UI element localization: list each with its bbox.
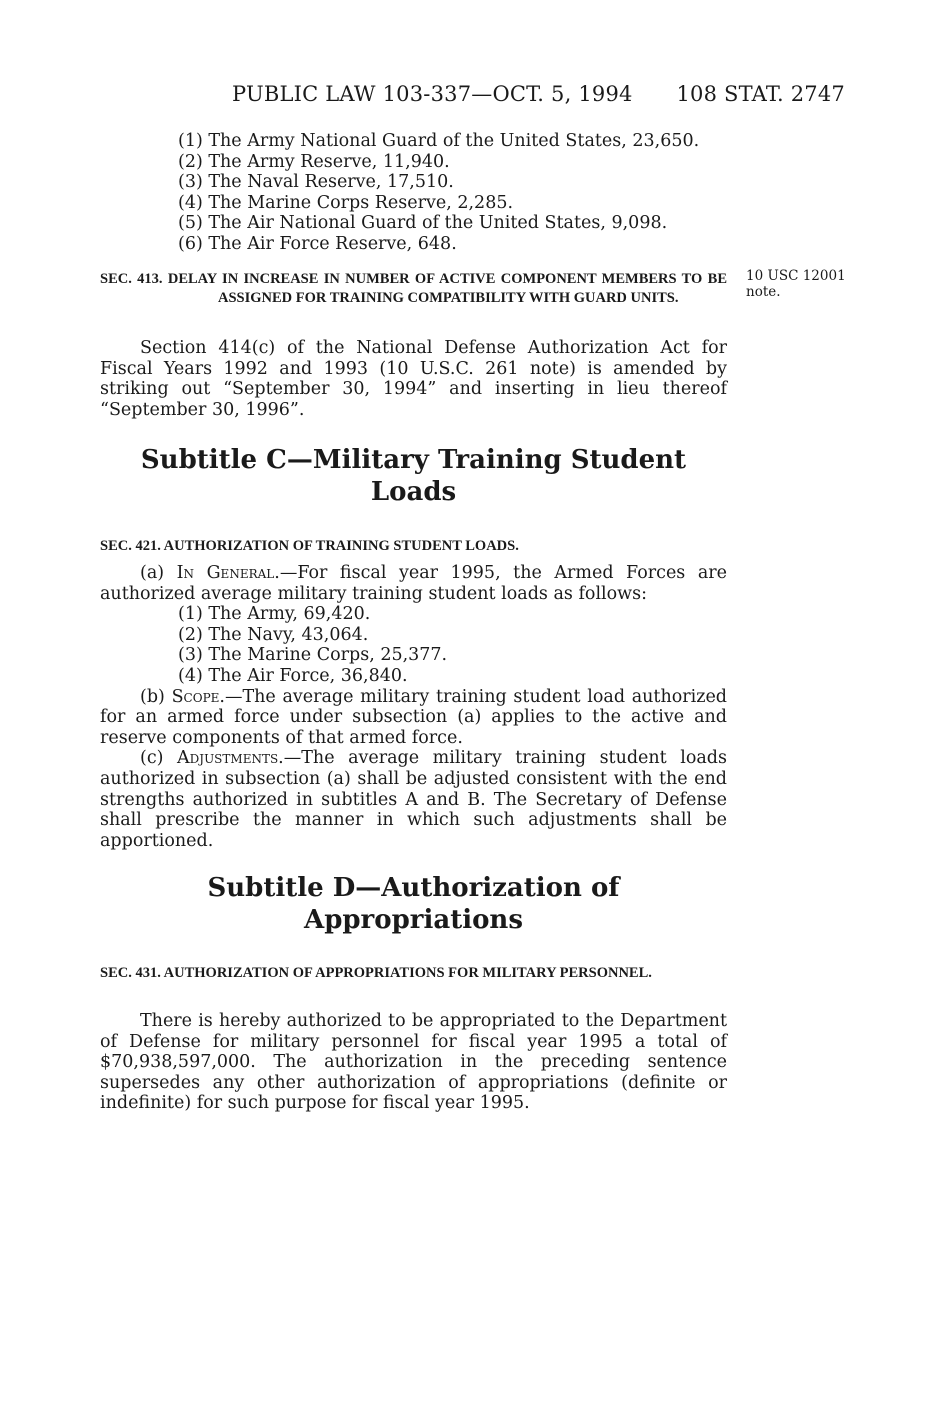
margin-note: 10 USC 12001 note. [746, 268, 846, 300]
sec-431-body: There is hereby authorized to be appropriated to the Department of Defense for military personnel for fiscal year 1995 a total of $70,938,597,000. The authorization in the preceding sentence supersedes any other authorization of appropriations (definite or indefinite) for such purpose for fiscal year 1995. [100, 1011, 727, 1114]
list-item: (4) The Marine Corps Reserve, 2,285. [178, 192, 514, 213]
sec-413-heading: SEC. 413. DELAY IN INCREASE IN NUMBER OF ACTIVE COMPONENT MEMBERS TO BE ASSIGNED FOR TRAINING COMPATIBILITY WITH GUARD UNITS. [100, 271, 727, 306]
subsection-c: (c) Adjustments.—The average military training student loads authorized in subsection (a) shall be adjusted consistent with the end strengths authorized in subtitles A and B. The Secretary of Defense shall prescribe the manner in which such adjustments shall be apportioned. [100, 748, 727, 851]
list-item: (5) The Air National Guard of the United States, 9,098. [178, 213, 668, 234]
sec-431-heading: SEC. 431. AUTHORIZATION OF APPROPRIATIONS FOR MILITARY PERSONNEL. [100, 965, 652, 981]
subsection-a-label: In General. [176, 563, 280, 583]
subsection-b-label: Scope. [171, 686, 225, 707]
subtitle-d-heading: Subtitle D—Authorization of Appropriations [207, 873, 620, 935]
subtitle-c-heading: Subtitle C—Military Training Student Loads [140, 445, 687, 507]
list-item: (2) The Army Reserve, 11,940. [178, 151, 450, 172]
list-item: (1) The Army, 69,420. [178, 604, 371, 625]
sec-413-body: Section 414(c) of the National Defense Authorization Act for Fiscal Years 1992 and 1993 (10 U.S.C. 261 note) is amended by striking out “September 30, 1994” and inserting in lieu thereof “September 30, 1996”. [100, 338, 727, 420]
list-item: (6) The Air Force Reserve, 648. [178, 233, 457, 254]
list-item: (2) The Navy, 43,064. [178, 624, 369, 645]
list-item: (1) The Army National Guard of the United States, 23,650. [178, 131, 700, 151]
list-item: (3) The Marine Corps, 25,377. [178, 645, 448, 666]
subsection-c-label: Adjustments. [177, 748, 284, 769]
stat-page-number: 108 STAT. 2747 [676, 82, 845, 106]
subsection-b: (b) Scope.—The average military training student load authorized for an armed force under subsection (a) applies to the active and reserve components of that armed force. [100, 686, 728, 748]
subsection-b-text: —The average military training student load authorized for an armed force under subsection (a) applies to the active and reserve components of that armed force. [100, 686, 728, 748]
subsection-a-text: —For fiscal year 1995, the Armed Forces are authorized average military training student loads as follows: [100, 563, 727, 604]
header-title: PUBLIC LAW 103-337—OCT. 5, 1994 [232, 82, 633, 106]
sec-421-body [100, 563, 727, 851]
list-item: (3) The Naval Reserve, 17,510. [178, 172, 454, 193]
reserve-list [100, 131, 727, 255]
sec-421-heading: SEC. 421. AUTHORIZATION OF TRAINING STUDENT LOADS. [100, 538, 519, 554]
list-item: (4) The Air Force, 36,840. [178, 665, 408, 686]
subsection-a: (a) In General.—For fiscal year 1995, the Armed Forces are authorized average military training student loads as follows: [100, 563, 727, 604]
subsection-c-text: —The average military training student loads authorized in subsection (a) shall be adjusted consistent with the end strengths authorized in subtitles A and B. The Secretary of Defense shall prescribe the manner in which such adjustments shall be apportioned. [100, 748, 727, 851]
